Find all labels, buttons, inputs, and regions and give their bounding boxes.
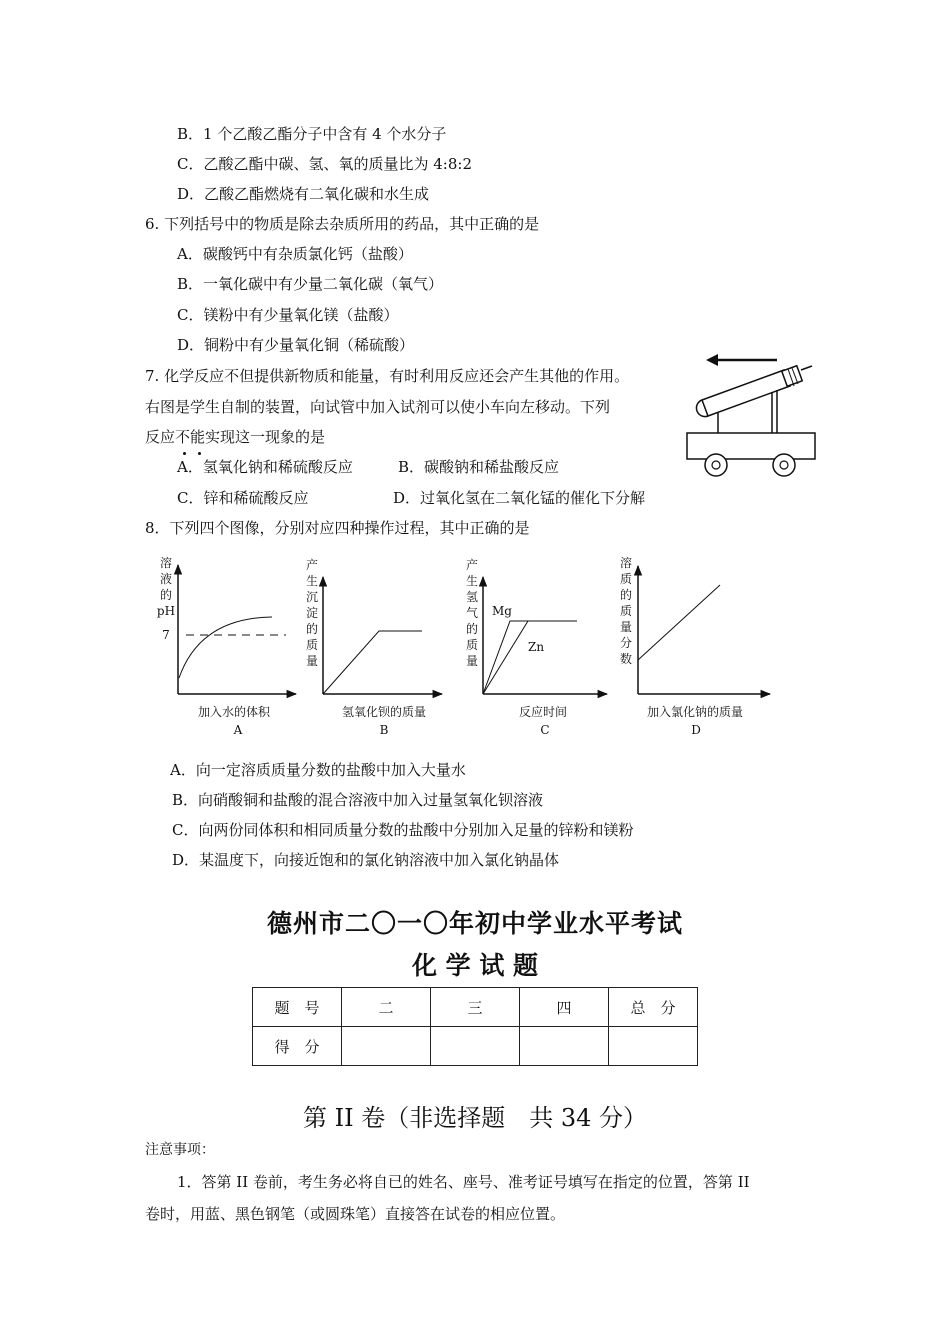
ylabel-char: 沉	[305, 590, 319, 604]
ylabel-char: 生	[305, 574, 319, 588]
graph-b-xlabel: 氢氧化钡的质量	[341, 705, 427, 719]
ylabel-char: 质	[465, 638, 479, 652]
score-header-cell: 题 号	[253, 988, 342, 1027]
graph-d-xlabel: 加入氯化钠的质量	[646, 705, 744, 719]
q7-stem-line1: 7. 化学反应不但提供新物质和能量，有时利用反应还会产生其他的作用。	[145, 367, 630, 385]
q7-option-b: B．碳酸钠和稀盐酸反应	[398, 458, 560, 476]
q8-graphs	[150, 550, 780, 745]
ylabel-char: pH	[156, 604, 176, 618]
graph-c-series-mg	[483, 621, 577, 694]
graph-c-zn-label: Zn	[528, 640, 545, 654]
cart-apparatus-figure	[680, 348, 830, 480]
score-header-cell: 三	[431, 988, 520, 1027]
graph-c-mg-label: Mg	[492, 604, 512, 618]
ylabel-char: 数	[619, 652, 633, 666]
graph-a-letter: A	[233, 723, 243, 737]
q7-stem-line3: 反应不能实现这一现象的是	[145, 428, 326, 446]
graph-d-letter: D	[691, 723, 701, 737]
ylabel-char: 质	[305, 638, 319, 652]
q8-option-b: B．向硝酸铜和盐酸的混合溶液中加入过量氢氧化钡溶液	[172, 791, 544, 809]
graph-a-curve	[179, 617, 272, 678]
graph-c-xlabel: 反应时间	[518, 705, 568, 719]
score-cell-empty[interactable]	[520, 1027, 609, 1066]
q8-option-d: D．某温度下，向接近饱和的氯化钠溶液中加入氯化钠晶体	[172, 851, 560, 869]
ylabel-char: 的	[465, 622, 479, 636]
q6-option-b: B．一氧化碳中有少量二氧化碳（氧气）	[177, 275, 444, 293]
q8-stem: 8．下列四个图像，分别对应四种操作过程，其中正确的是	[145, 519, 530, 537]
emphasis-dot	[183, 452, 186, 455]
q6-option-d: D．铜粉中有少量氧化铜（稀硫酸）	[177, 336, 415, 354]
score-header-cell: 四	[520, 988, 609, 1027]
ylabel-char: 量	[305, 654, 319, 668]
notes-item1-line2: 卷时，用蓝、黑色钢笔（或圆珠笔）直接答在试卷的相应位置。	[145, 1205, 566, 1223]
score-table	[252, 987, 698, 1066]
graph-c-letter: C	[540, 723, 550, 737]
test-tube-icon	[696, 366, 812, 417]
score-row-label: 得 分	[253, 1027, 342, 1066]
score-cell-empty[interactable]	[431, 1027, 520, 1066]
q7-stem-line2: 右图是学生自制的装置，向试管中加入试剂可以使小车向左移动。下列	[145, 398, 611, 416]
q7-option-c: C．锌和稀硫酸反应	[177, 489, 309, 507]
q5-option-b: B．1 个乙酸乙酯分子中含有 4 个水分子	[177, 125, 447, 143]
graph-b-letter: B	[379, 723, 389, 737]
graph-d-ylabel	[620, 555, 632, 666]
graph-d-line	[638, 585, 720, 660]
emphasis-dot	[198, 452, 201, 455]
graph-a-tick-7: 7	[162, 628, 170, 642]
q6-stem: 6. 下列括号中的物质是除去杂质所用的药品，其中正确的是	[145, 215, 540, 233]
exam-title: 德州市二〇一〇年初中学业水平考试	[266, 909, 683, 938]
score-table-score-row	[253, 1027, 698, 1066]
ylabel-char: 量	[619, 620, 633, 634]
ylabel-char: 溶	[159, 556, 173, 570]
graph-c	[466, 557, 607, 737]
ylabel-char: 分	[619, 636, 633, 650]
score-table-header-row	[253, 988, 698, 1027]
score-cell-empty[interactable]	[609, 1027, 698, 1066]
q6-option-c: C．镁粉中有少量氧化镁（盐酸）	[177, 306, 399, 324]
left-arrow-icon	[706, 354, 777, 366]
score-header-cell: 二	[342, 988, 431, 1027]
ylabel-char: 氢	[465, 590, 479, 604]
section-title: 第 II 卷（非选择题 共 34 分）	[302, 1104, 647, 1132]
ylabel-char: 的	[305, 622, 319, 636]
subject-title: 化 学 试 题	[411, 951, 539, 980]
q8-option-a: A．向一定溶质质量分数的盐酸中加入大量水	[170, 761, 466, 779]
ylabel-char: 产	[305, 558, 319, 572]
ylabel-char: 液	[159, 572, 173, 586]
q8-option-c: C．向两份同体积和相同质量分数的盐酸中分别加入足量的锌粉和镁粉	[172, 821, 634, 839]
q7-option-a: A．氢氧化钠和稀硫酸反应	[177, 458, 353, 476]
graph-b-ylabel	[306, 557, 318, 668]
graph-c-ylabel	[466, 557, 478, 668]
q7-option-d: D．过氧化氢在二氧化锰的催化下分解	[393, 489, 646, 507]
ylabel-char: 量	[465, 654, 479, 668]
notes-item1-line1: 1．答第 II 卷前，考生务必将自已的姓名、座号、准考证号填写在指定的位置，答第 II	[177, 1173, 750, 1191]
ylabel-char: 淀	[305, 606, 319, 620]
graph-a-xlabel: 加入水的体积	[197, 705, 271, 719]
score-header-cell: 总 分	[609, 988, 698, 1027]
ylabel-char: 产	[465, 558, 479, 572]
graph-a	[157, 555, 296, 737]
ylabel-char: 溶	[619, 556, 633, 570]
score-cell-empty[interactable]	[342, 1027, 431, 1066]
ylabel-char: 生	[465, 574, 479, 588]
graph-a-ylabel	[157, 555, 175, 618]
graph-b-line	[323, 631, 422, 694]
ylabel-char: 的	[619, 588, 633, 602]
ylabel-char: 的	[159, 588, 173, 602]
ylabel-char: 质	[619, 572, 633, 586]
q5-option-d: D．乙酸乙酯燃烧有二氧化碳和水生成	[177, 185, 430, 203]
q6-option-a: A．碳酸钙中有杂质氯化钙（盐酸）	[177, 245, 413, 263]
graph-d	[620, 555, 770, 737]
notes-heading: 注意事项：	[145, 1142, 215, 1158]
ylabel-char: 质	[619, 604, 633, 618]
q5-option-c: C．乙酸乙酯中碳、氢、氧的质量比为 4:8:2	[177, 155, 472, 173]
graph-b	[306, 557, 442, 737]
ylabel-char: 气	[465, 606, 479, 620]
